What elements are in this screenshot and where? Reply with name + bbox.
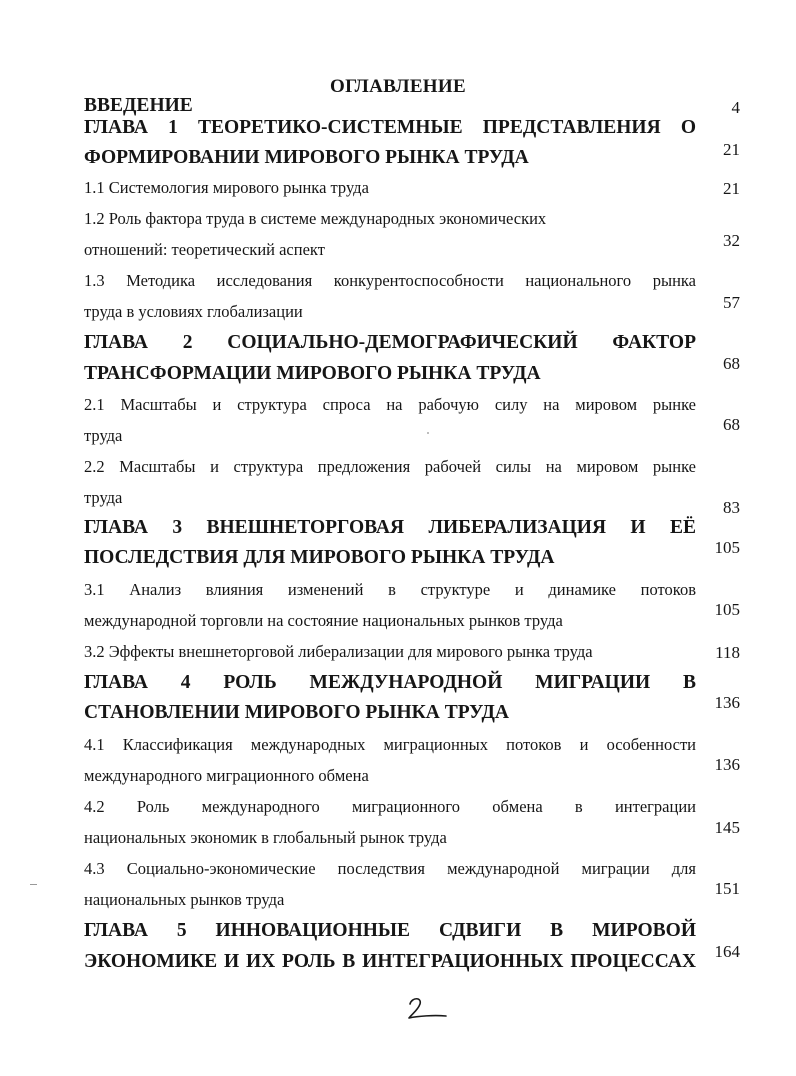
toc-chapter-3-line2: ПОСЛЕДСТВИЯ ДЛЯ МИРОВОГО РЫНКА ТРУДА [84,547,555,568]
toc-title: ОГЛАВЛЕНИЕ [330,76,466,97]
toc-chapter-4-page: 136 [714,693,740,712]
toc-section-2-2-line2: труда [84,488,123,507]
toc-section-1-1-page: 21 [723,179,740,198]
toc-chapter-1-line2: ФОРМИРОВАНИИ МИРОВОГО РЫНКА ТРУДА [84,147,529,168]
scan-dot [427,432,429,434]
toc-section-2-2-line1: 2.2 Масштабы и структура предложения рабочей силы на мировом рынке [84,457,696,476]
toc-section-1-2-line1: 1.2 Роль фактора труда в системе международных экономических [84,209,547,228]
toc-intro-page: 4 [731,98,740,117]
toc-chapter-1-page: 21 [723,140,740,159]
toc-chapter-4-line1: ГЛАВА 4 РОЛЬ МЕЖДУНАРОДНОЙ МИГРАЦИИ В [84,672,696,693]
toc-section-1-3-line2: труда в условиях глобализации [84,302,303,321]
toc-section-4-2-line2: национальных экономик в глобальный рынок труда [84,828,447,847]
toc-section-3-1-line2: международной торговли на состояние национальных рынков труда [84,611,563,630]
toc-chapter-4-line2: СТАНОВЛЕНИИ МИРОВОГО РЫНКА ТРУДА [84,702,509,723]
toc-chapter-3-page: 105 [714,538,740,557]
toc-chapter-1-line1: ГЛАВА 1 ТЕОРЕТИКО-СИСТЕМНЫЕ ПРЕДСТАВЛЕНИЯ О [84,117,696,138]
toc-section-3-1-line1: 3.1 Анализ влияния изменений в структуре и динамике потоков [84,580,696,599]
toc-chapter-2-line2: ТРАНСФОРМАЦИИ МИРОВОГО РЫНКА ТРУДА [84,363,541,384]
toc-section-3-2-page: 118 [715,643,740,662]
toc-section-1-2-page: 32 [723,231,740,250]
toc-chapter-5-line2: ЭКОНОМИКЕ И ИХ РОЛЬ В ИНТЕГРАЦИОННЫХ ПРОЦЕССАХ [84,951,696,972]
toc-section-4-1-page: 136 [714,755,740,774]
handwritten-page-number [406,994,450,1029]
toc-chapter-3-line1: ГЛАВА 3 ВНЕШНЕТОРГОВАЯ ЛИБЕРАЛИЗАЦИЯ И ЕЁ [84,517,696,538]
toc-section-4-3-line2: национальных рынков труда [84,890,285,909]
toc-section-1-1: 1.1 Системология мирового рынка труда [84,178,369,197]
toc-chapter-5-page: 164 [714,942,740,961]
toc-chapter-2-page: 68 [723,354,740,373]
toc-section-2-2-page: 83 [723,498,740,517]
toc-section-2-1-line2: труда [84,426,123,445]
toc-section-1-2-line2: отношений: теоретический аспект [84,240,325,259]
toc-section-3-2: 3.2 Эффекты внешнеторговой либерализации для мирового рынка труда [84,642,593,661]
toc-section-4-1-line1: 4.1 Классификация международных миграционных потоков и особенности [84,735,696,754]
toc-section-4-2-page: 145 [714,818,740,837]
toc-section-4-1-line2: международного миграционного обмена [84,766,369,785]
toc-section-4-3-page: 151 [714,879,740,898]
toc-section-4-2-line1: 4.2 Роль международного миграционного обмена в интеграции [84,797,696,816]
toc-section-2-1-page: 68 [723,415,740,434]
toc-chapter-2-line1: ГЛАВА 2 СОЦИАЛЬНО-ДЕМОГРАФИЧЕСКИЙ ФАКТОР [84,332,696,353]
toc-chapter-5-line1: ГЛАВА 5 ИННОВАЦИОННЫЕ СДВИГИ В МИРОВОЙ [84,920,696,941]
toc-section-1-3-line1: 1.3 Методика исследования конкурентоспособности национального рынка [84,271,696,290]
toc-section-3-1-page: 105 [714,600,740,619]
scan-mark [30,884,37,885]
toc-section-4-3-line1: 4.3 Социально-экономические последствия международной миграции для [84,859,696,878]
toc-section-2-1-line1: 2.1 Масштабы и структура спроса на рабочую силу на мировом рынке [84,395,696,414]
toc-section-1-3-page: 57 [723,293,740,312]
toc-intro: ВВЕДЕНИЕ [84,95,193,116]
